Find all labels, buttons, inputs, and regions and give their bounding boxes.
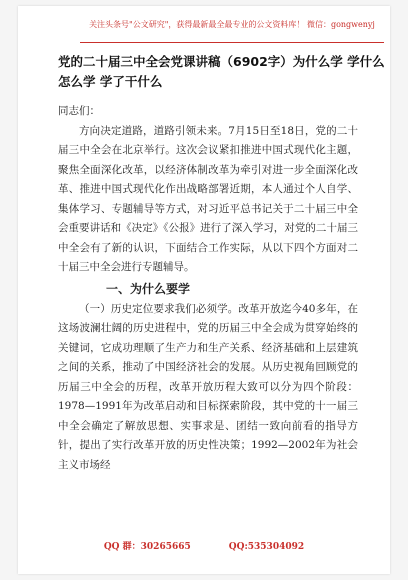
salutation: 同志们： (58, 105, 100, 117)
document-title (18, 52, 390, 92)
header-banner-text: 关注头条号"公文研究"，获得最新最全最专业的公文资料库！ 微信：gongwenyj (89, 20, 375, 29)
paragraph-history: （一）历史定位要求我们必须学。改革开放迄今40多年，在这场波澜壮阔的历史进程中，党的历届三中全会成为贯穿始终的关键词，它成功理顺了生产力和生产关系、经济基础和上层建筑之间的关系，推动了中国经济社会的发展。从历史视角回顾党的历届三中全会的历程，改革开放历程大致可以分为四个阶段：1978—1991年为改革启动和目标探索阶段，其中党的十一届三中全会确定了解放思想、实事求是、团结一致向前看的指导方针，提出了实行改革开放的历史性决策；1992—2002年为社会主义市场经 (58, 302, 358, 471)
paragraph-intro: 方向决定道路，道路引领未来。7月15日至18日，党的二十届三中全会在北京举行。这次会议紧扣推进中国式现代化主题，聚焦全面深化改革，以经济体制改革为牵引对进一步全面深化改革、推进中国式现代化作出战略部署近期，本人通过个人自学、集体学习、专题辅导等方式，对习近平总书记关于二十届三中全会重要讲话和《决定》《公报》进行了深入学习，对党的二十届三中全会有了新的认识，下面结合工作实际，从以下四个方面对二十届三中全会进行专题辅导。 (58, 124, 358, 273)
section-heading-1: 一、为什么要学 (106, 281, 191, 296)
title-line-2: 怎么学 学了干什么 (58, 74, 163, 89)
document-page (18, 6, 390, 574)
footer-qq: QQ:535304092 (228, 542, 305, 552)
footer-qq-group: QQ 群：30265665 (103, 542, 191, 552)
header-banner (80, 6, 384, 43)
title-line-1: 党的二十届三中全会党课讲稿（6902字）为什么学 学什么 (58, 54, 385, 69)
document-body (58, 102, 358, 475)
footer-contact (18, 539, 390, 552)
